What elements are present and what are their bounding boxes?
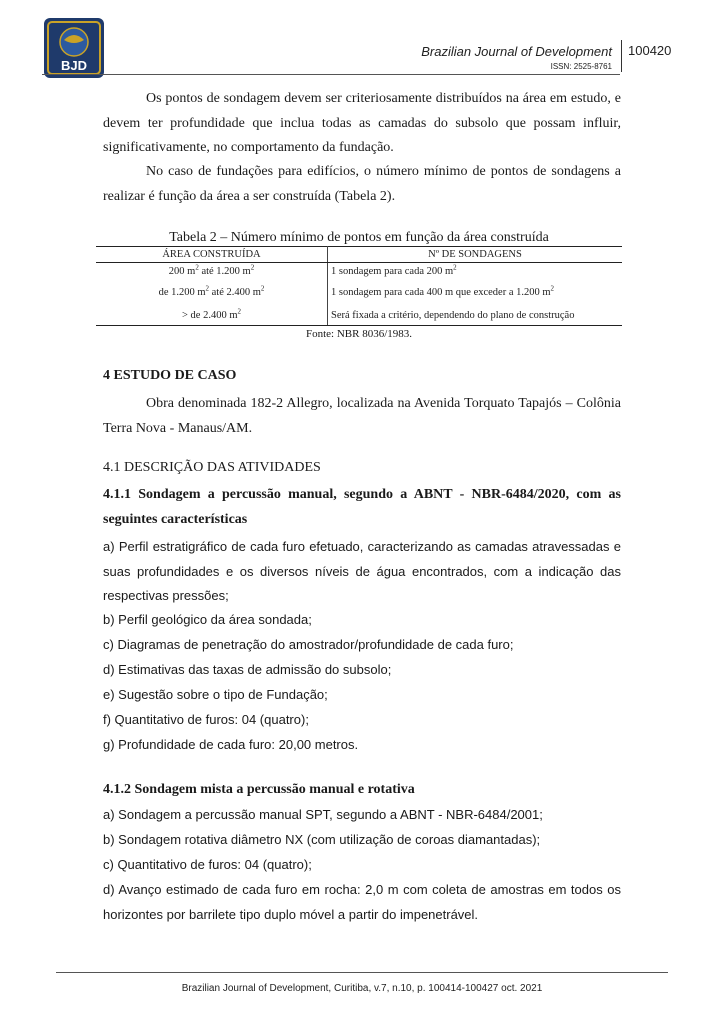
table-row	[96, 279, 622, 305]
journal-logo	[42, 16, 106, 80]
list-item: e) Sugestão sobre o tipo de Fundação;	[103, 687, 328, 702]
table-cell-soundings: 1 sondagem para cada 400 m que exceder a 1.200 $m^2$	[331, 284, 555, 298]
list-item: f) Quantitativo de furos: 04 (quatro);	[103, 712, 309, 727]
page-number: 100420	[628, 43, 672, 58]
journal-name: Brazilian Journal of Development	[421, 44, 612, 59]
intro-paragraph-1: Os pontos de sondagem devem ser criteriosamente distribuídos na área em estudo, e devem ter profundidade que inclua todas as camadas do subsolo que possam influir, significativamente, no comportamento da fundação.	[103, 91, 621, 155]
journal-issn: ISSN: 2525-8761	[550, 62, 612, 71]
footer-citation: Brazilian Journal of Development, Curitiba, v.7, n.10, p. 100414-100427 oct. 2021	[181, 983, 543, 994]
list-item: g) Profundidade de cada furo: 20,00 metros.	[103, 737, 359, 752]
table-cell-area: de 1.200 $m^2$ até 2.400 $m^2$	[96, 279, 328, 305]
list-item: c) Diagramas de penetração do amostrador/profundidade de cada furo;	[103, 637, 514, 652]
list-item: a) Sondagem a percussão manual SPT, segundo a ABNT - NBR-6484/2001;	[103, 807, 543, 822]
table-row	[96, 263, 622, 280]
list-item: c) Quantitativo de furos: 04 (quatro);	[103, 857, 312, 872]
table-source: Fonte: NBR 8036/1983.	[305, 328, 413, 340]
subsection-title: 4.1 DESCRIÇÃO DAS ATIVIDADES	[103, 460, 321, 475]
table-cell-soundings: Será fixada a critério, dependendo do plano de construção	[328, 305, 623, 326]
table-caption: Tabela 2 – Número mínimo de pontos em função da área construída	[169, 230, 549, 245]
subsection-4-1-2-title: 4.1.2 Sondagem mista a percussão manual e rotativa	[103, 782, 415, 797]
table-cell-area: 200 $m^2$ até 1.200 $m^2$	[96, 263, 328, 280]
logo-text: BJD	[60, 58, 88, 73]
case-study-paragraph: Obra denominada 182-2 Allegro, localizada na Avenida Torquato Tapajós – Colônia Terra Nova - Manaus/AM.	[103, 396, 621, 436]
list-item: d) Estimativas das taxas de admissão do subsolo;	[103, 662, 392, 677]
soundings-table	[96, 246, 622, 326]
list-item: a) Perfil estratigráfico de cada furo efetuado, caracterizando as camadas atravessadas e suas profundidades e os diversos níveis de água encontrados, com a indicação das respectivas pressões;	[103, 539, 621, 603]
header-rule	[42, 74, 620, 75]
list-item: d) Avanço estimado de cada furo em rocha: 2,0 m com coleta de amostras em todos os horizontes por barrilete tipo duplo móvel a partir do impenetrável.	[103, 882, 621, 922]
section-title: 4 ESTUDO DE CASO	[103, 368, 237, 383]
table-header-row	[96, 247, 622, 263]
table-cell-area: > de 2.400 $m^2$	[96, 305, 328, 326]
footer-rule	[56, 972, 668, 973]
table-cell-soundings: 1 sondagem para cada 200 $m^2$	[331, 263, 457, 277]
subsection-4-1-1-title: 4.1.1 Sondagem a percussão manual, segundo a ABNT - NBR-6484/2020, com as seguintes características	[103, 487, 621, 527]
table-row	[96, 305, 622, 326]
list-item: b) Sondagem rotativa diâmetro NX (com utilização de coroas diamantadas);	[103, 832, 541, 847]
list-item: b) Perfil geológico da área sondada;	[103, 612, 312, 627]
header-divider	[621, 40, 622, 72]
table-header-area: ÁREA CONSTRUÍDA	[96, 247, 328, 263]
table-header-soundings: Nº DE SONDAGENS	[328, 247, 623, 263]
intro-paragraph-2: No caso de fundações para edifícios, o número mínimo de pontos de sondagens a realizar é função da área a ser construída (Tabela 2).	[103, 164, 621, 204]
